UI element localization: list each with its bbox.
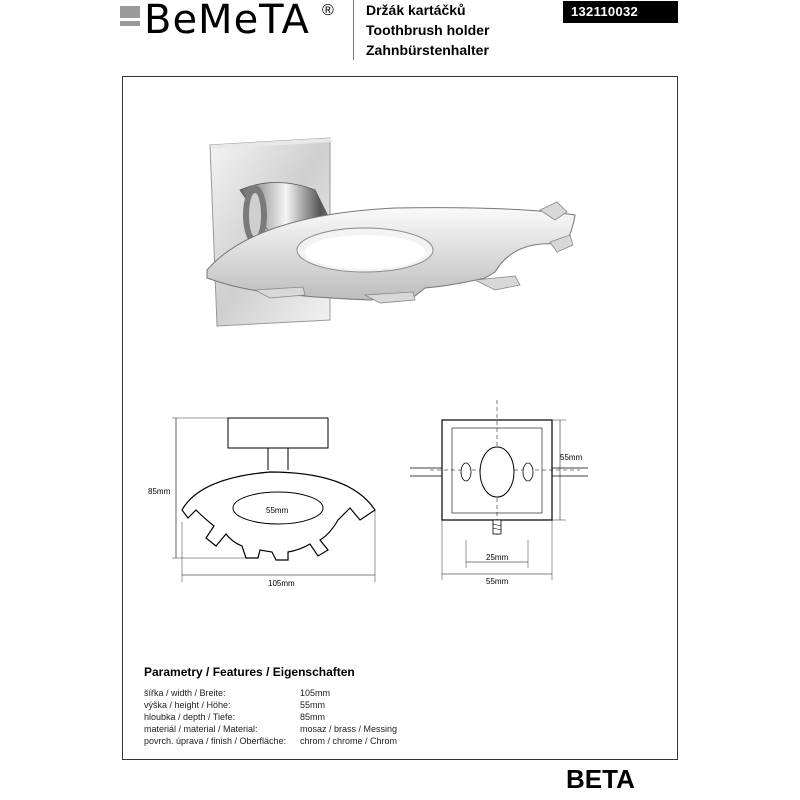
technical-drawing-front [148, 410, 390, 605]
brand-registered-mark: ® [322, 2, 334, 19]
feature-label-depth: hloubka / depth / Tiefe: [144, 712, 236, 722]
feature-label-material: materiál / material / Material: [144, 724, 258, 734]
features-heading: Parametry / Features / Eigenschaften [144, 665, 355, 679]
product-photo [195, 120, 595, 345]
header-divider [353, 0, 354, 60]
dim-side-label: 55mm [560, 453, 583, 462]
dim-inner-label: 55mm [266, 506, 289, 515]
product-name: BETA [566, 764, 635, 794]
technical-drawing-plate [410, 400, 600, 595]
product-title-en: Toothbrush holder [366, 22, 490, 38]
brand-logo: BeMeTA [144, 0, 310, 43]
feature-label-finish: povrch. úprava / finish / Oberfläche: [144, 736, 287, 746]
feature-value-height: 55mm [300, 700, 326, 710]
product-code-badge: 132110032 [563, 1, 678, 23]
feature-value-depth: 85mm [300, 712, 326, 722]
feature-value-finish: chrom / chrome / Chrom [300, 736, 398, 746]
dim-width-label: 105mm [268, 579, 295, 588]
logo-square-icon [120, 6, 140, 26]
feature-label-height: výška / height / Höhe: [144, 700, 231, 710]
product-title-cz: Držák kartáčků [366, 2, 466, 18]
feature-value-width: 105mm [300, 688, 331, 698]
dim-base-label: 55mm [486, 577, 509, 586]
feature-label-width: šířka / width / Breite: [144, 688, 226, 698]
product-title-de: Zahnbürstenhalter [366, 42, 489, 58]
dim-holes-label: 25mm [486, 553, 509, 562]
dim-height-label: 85mm [148, 487, 171, 496]
feature-value-material: mosaz / brass / Messing [300, 724, 398, 734]
